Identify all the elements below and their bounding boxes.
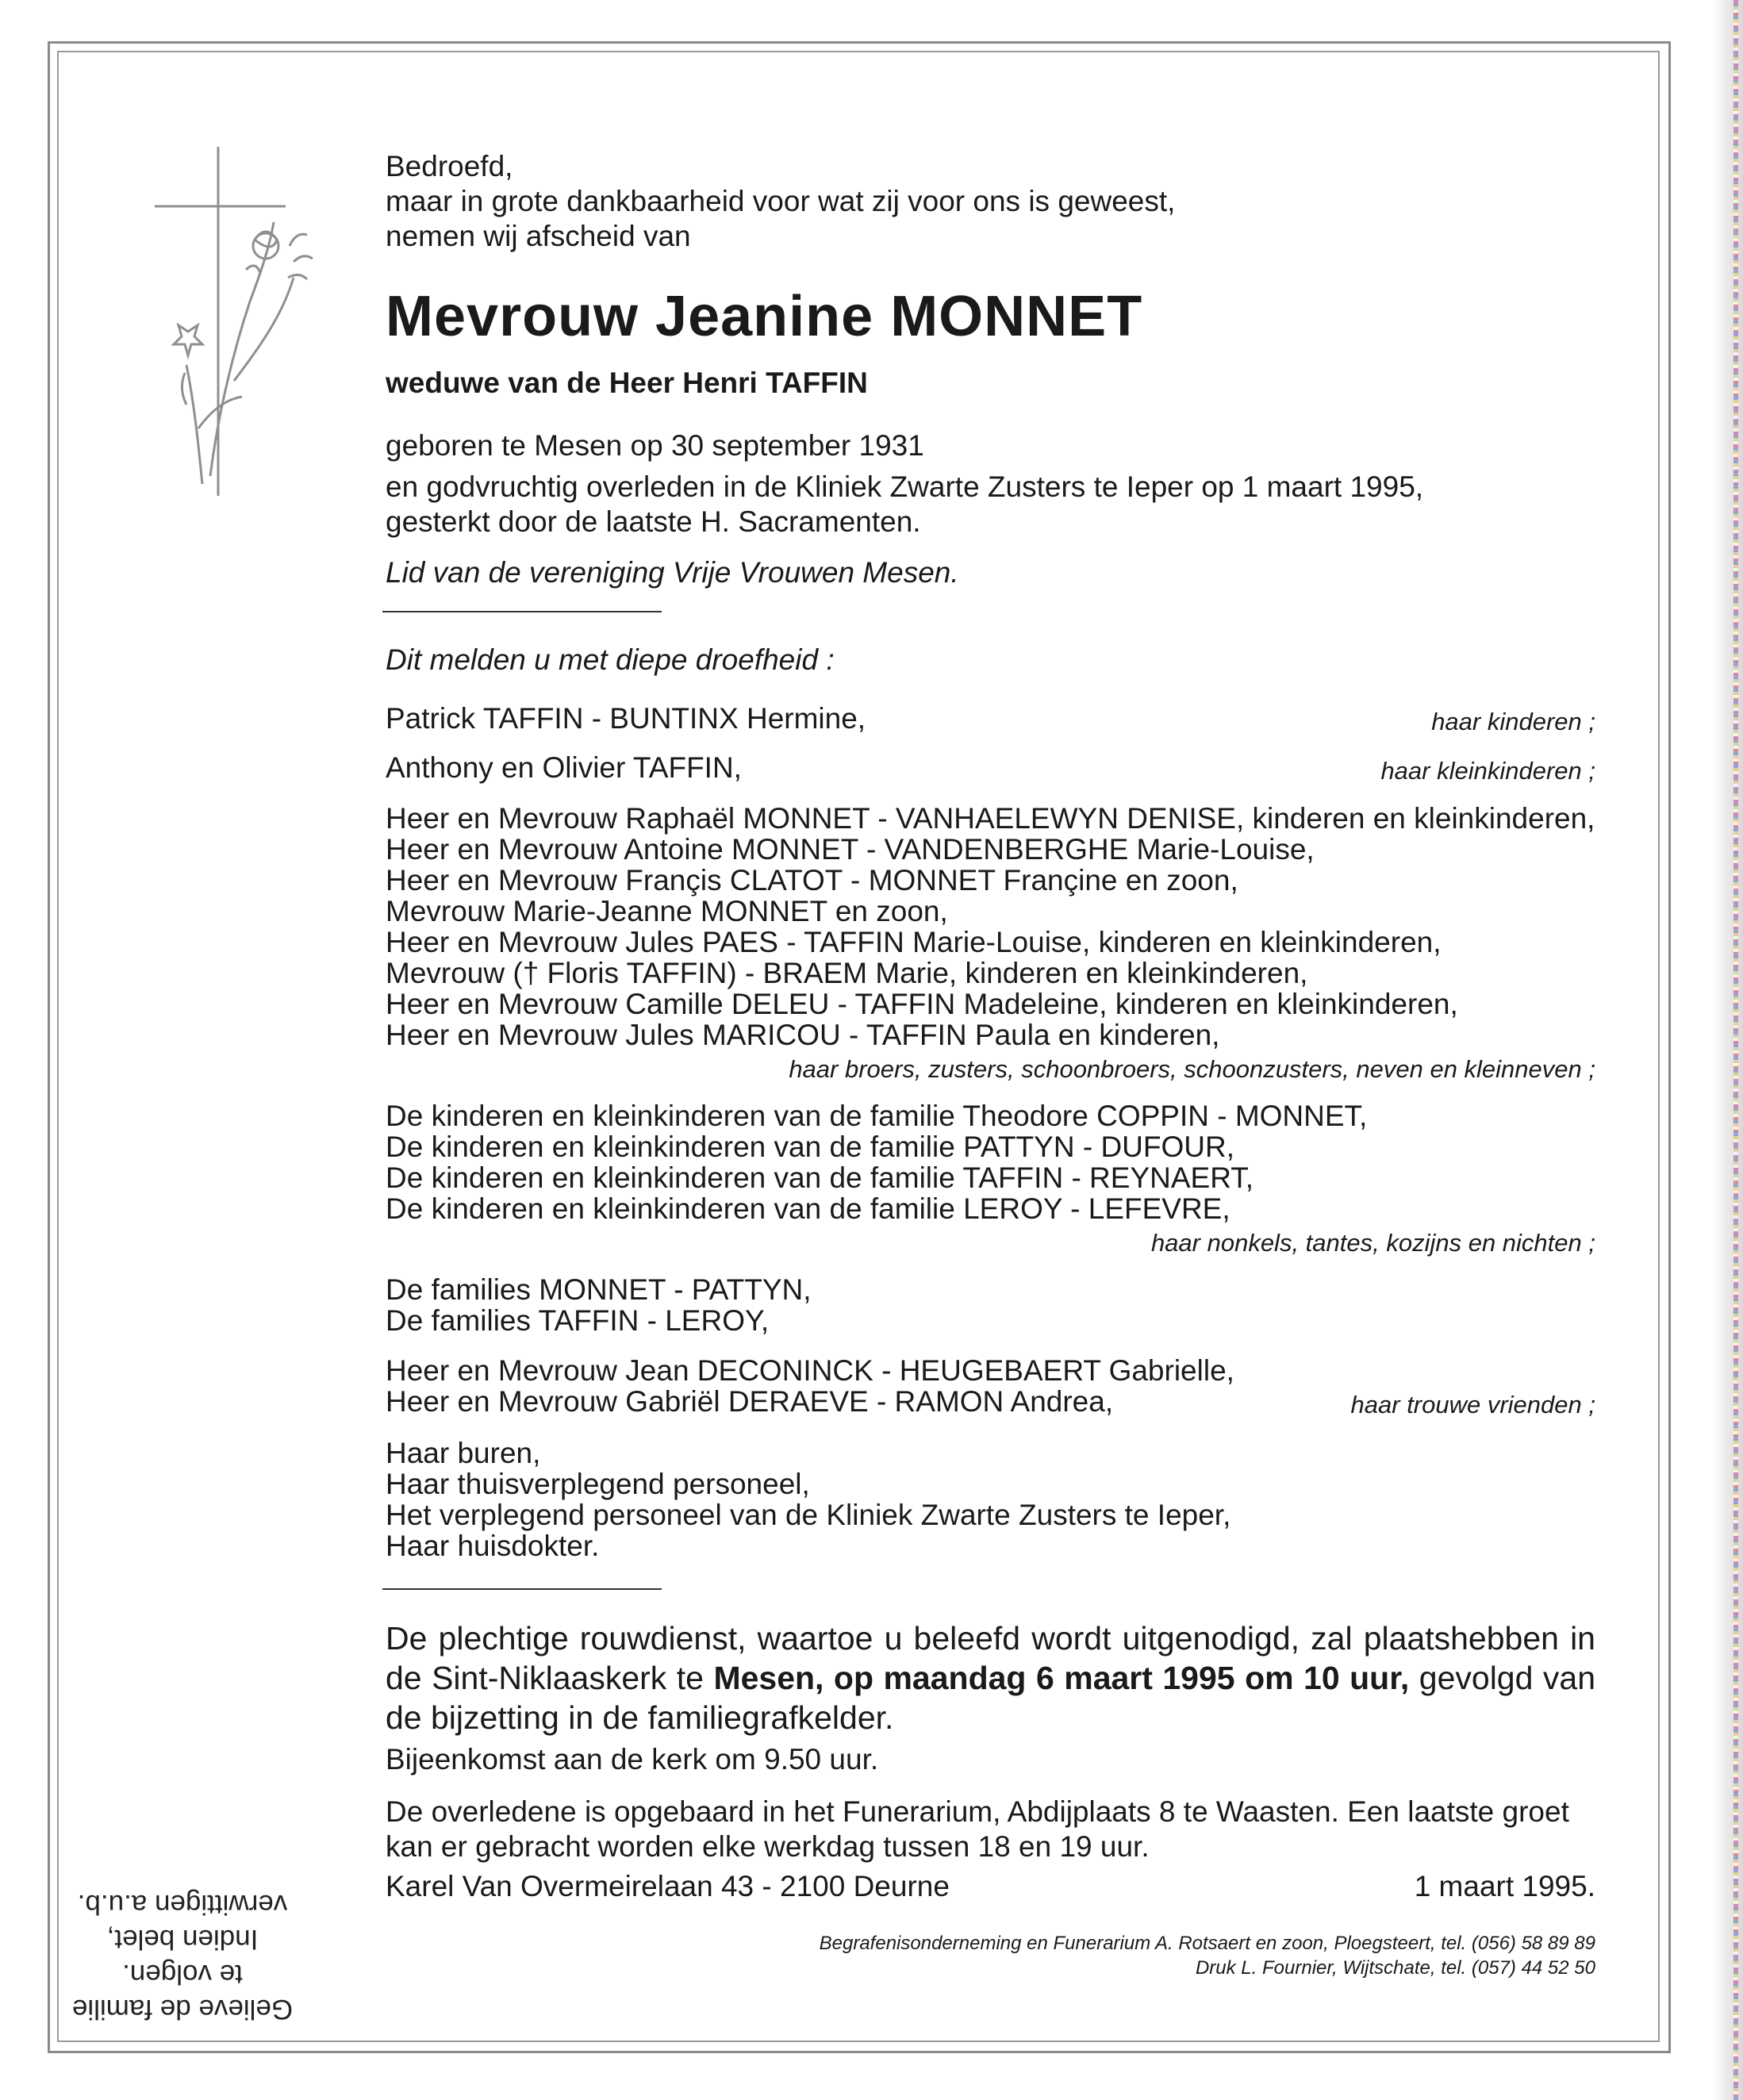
service-text-end: gevolgd van de bijzetting in de familiegrafkelder. (386, 1660, 1595, 1736)
announcement-date: 1 maart 1995. (1414, 1870, 1595, 1902)
others-line: Haar huisdokter. (386, 1530, 600, 1562)
friends-line: Heer en Mevrouw Jean DECONINCK - HEUGEBAERT Gabrielle, (386, 1354, 1234, 1387)
rubber-stamp-note (48, 1887, 317, 2026)
grandchildren-name: Anthony en Olivier TAFFIN, (386, 751, 742, 784)
friends-relation: haar trouwe vrienden ; (1350, 1391, 1595, 1419)
sibling-line: Mevrouw († Floris TAFFIN) - BRAEM Marie, kinderen en kleinkinderen, (386, 957, 1308, 989)
sibling-line: Heer en Mevrouw Jules PAES - TAFFIN Marie-Louise, kinderen en kleinkinderen, (386, 926, 1442, 958)
widow-of: weduwe van de Heer Henri TAFFIN (386, 367, 868, 399)
stamp-line: te volgen. (122, 1959, 243, 1990)
scan-edge (1714, 0, 1743, 2100)
deceased-name: Mevrouw Jeanine MONNET (386, 285, 1143, 348)
sibling-line: Heer en Mevrouw Antoine MONNET - VANDENBERGHE Marie-Louise, (386, 833, 1315, 866)
undertaker-credit: Begrafenisonderneming en Funerarium A. Rotsaert en zoon, Ploegsteert, tel. (056) 58 89 89 (819, 1933, 1595, 1954)
grandchildren-relation: haar kleinkinderen ; (1380, 757, 1595, 785)
divider-bottom (382, 1588, 662, 1590)
service-date-time: Mesen, op maandag 6 maart 1995 om 10 uur, (713, 1660, 1410, 1696)
uncles-line: De kinderen en kleinkinderen van de familie PATTYN - DUFOUR, (386, 1131, 1234, 1163)
grandchildren-row (386, 751, 1595, 785)
friends-line: Heer en Mevrouw Gabriël DERAEVE - RAMON Andrea, (386, 1385, 1114, 1418)
printer-credit: Druk L. Fournier, Wijtschate, tel. (057) 44 52 50 (1195, 1957, 1595, 1979)
death-line: en godvruchtig overleden in de Kliniek Zwarte Zusters te Ieper op 1 maart 1995, (386, 470, 1424, 503)
uncles-line: De kinderen en kleinkinderen van de familie TAFFIN - REYNAERT, (386, 1161, 1254, 1194)
opening-line-2: maar in grote dankbaarheid voor wat zij voor ons is geweest, (386, 185, 1176, 217)
sibling-line: Heer en Mevrouw Jules MARICOU - TAFFIN Paula en kinderen, (386, 1019, 1220, 1051)
friends-row (386, 1384, 1595, 1419)
birth-line: geboren te Mesen op 30 september 1931 (386, 429, 924, 462)
children-row (386, 701, 1595, 736)
sibling-line: Heer en Mevrouw Camille DELEU - TAFFIN Madeleine, kinderen en kleinkinderen, (386, 988, 1458, 1020)
gathering-line: Bijeenkomst aan de kerk om 9.50 uur. (386, 1743, 879, 1776)
stamp-line: Indien belet, (106, 1924, 259, 1955)
uncles-line: De kinderen en kleinkinderen van de familie Theodore COPPIN - MONNET, (386, 1100, 1368, 1132)
others-line: Haar thuisverplegend personeel, (386, 1468, 810, 1500)
funerarium-paragraph: De overledene is opgebaard in het Funerarium, Abdijplaats 8 te Waasten. Een laatste groet kan er gebracht worden elke werkdag tussen 18 en 19 uur. (386, 1795, 1569, 1863)
children-relation: haar kinderen ; (1431, 708, 1595, 735)
opening-line-1: Bedroefd, (386, 150, 513, 182)
announcement-intro: Dit melden u met diepe droefheid : (386, 643, 835, 676)
sibling-line: Mevrouw Marie-Jeanne MONNET en zoon, (386, 895, 948, 927)
membership-line: Lid van de vereniging Vrije Vrouwen Mesen. (386, 556, 959, 589)
footer-row (386, 1869, 1595, 1904)
opening-line-3: nemen wij afscheid van (386, 220, 691, 252)
children-name: Patrick TAFFIN - BUNTINX Hermine, (386, 702, 866, 735)
families-line: De families TAFFIN - LEROY, (386, 1304, 770, 1337)
divider-top (382, 611, 662, 612)
uncles-line: De kinderen en kleinkinderen van de familie LEROY - LEFEVRE, (386, 1192, 1230, 1225)
siblings-relation: haar broers, zusters, schoonbroers, schoonzusters, neven en kleinneven ; (789, 1055, 1595, 1083)
others-line: Haar buren, (386, 1437, 541, 1469)
uncles-relation: haar nonkels, tantes, kozijns en nichten ; (1150, 1229, 1595, 1257)
address: Karel Van Overmeirelaan 43 - 2100 Deurne (386, 1870, 950, 1902)
stamp-line: verwittigen a.u.b. (77, 1889, 288, 1920)
stamp-line: Gelieve de familie (71, 1994, 294, 2025)
sacraments-line: gesterkt door de laatste H. Sacramenten. (386, 505, 921, 538)
families-line: De families MONNET - PATTYN, (386, 1273, 812, 1306)
sibling-line: Heer en Mevrouw Raphaël MONNET - VANHAELEWYN DENISE, kinderen en kleinkinderen, (386, 802, 1595, 835)
service-text-start: De plechtige rouwdienst, waartoe u beleefd wordt uitgenodigd, zal plaatshebben in de Sint-Niklaaskerk te (386, 1620, 1595, 1696)
others-line: Het verplegend personeel van de Kliniek Zwarte Zusters te Ieper, (386, 1499, 1231, 1531)
sibling-line: Heer en Mevrouw Françis CLATOT - MONNET Françine en zoon, (386, 864, 1238, 896)
service-paragraph (386, 1618, 1595, 1737)
cross-with-flowers-icon (155, 143, 337, 508)
